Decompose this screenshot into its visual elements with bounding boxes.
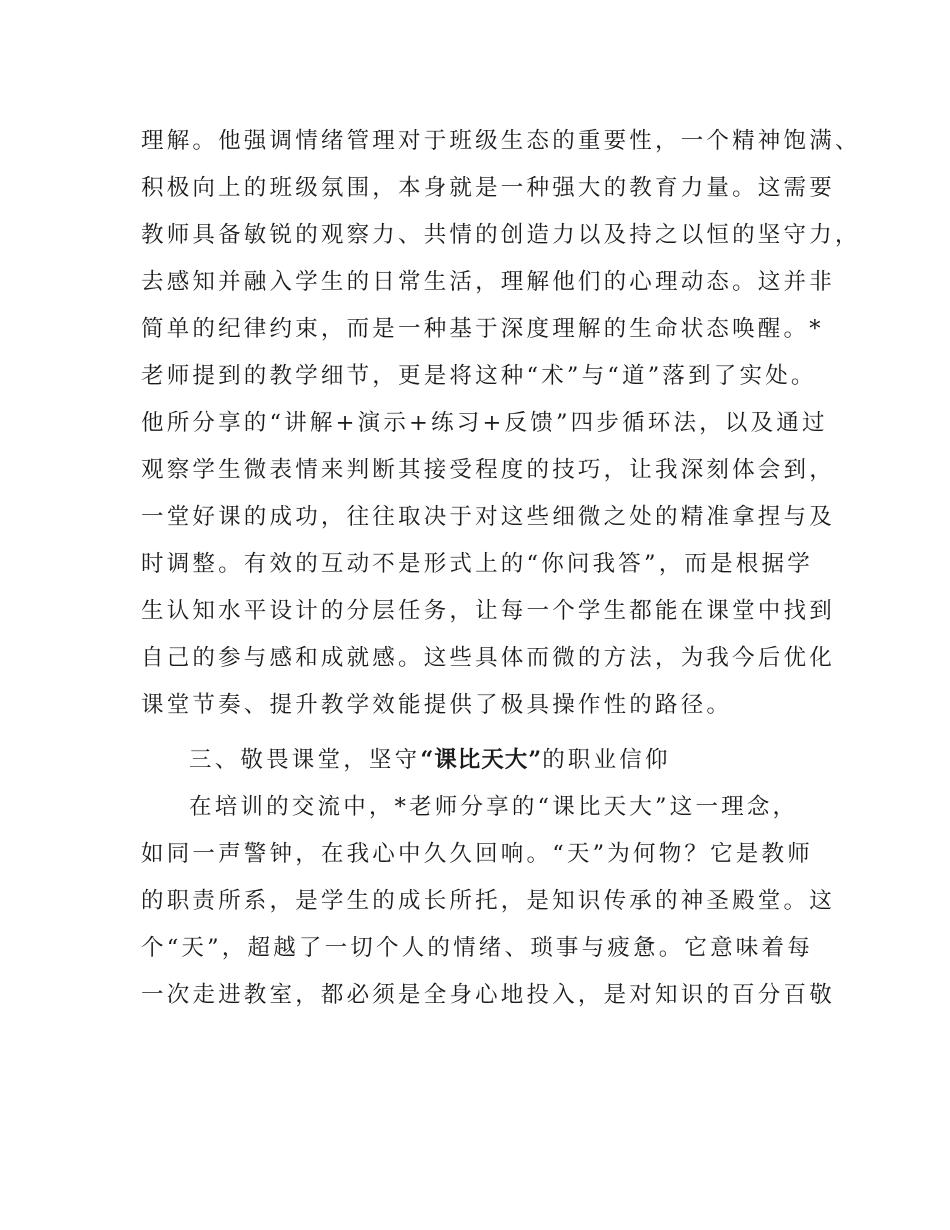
document-body xyxy=(141,118,861,1019)
text-line: 生认知水平设计的分层任务，让每一个学生都能在课堂中找到 xyxy=(141,598,835,624)
section-heading xyxy=(141,737,831,784)
text-line: 在培训的交流中，*老师分享的“课比天大”这一理念， xyxy=(189,794,799,820)
text-line: 如同一声警钟，在我心中久久回响。“天”为何物？它是教师 xyxy=(141,841,813,867)
text-line: 的职责所系，是学生的成长所托，是知识传承的神圣殿堂。这 xyxy=(141,888,835,914)
text-line: 一堂好课的成功，往往取决于对这些细微之处的精准拿捏与及 xyxy=(141,504,835,530)
text-line: 课堂节奏、提升教学效能提供了极具操作性的路径。 xyxy=(141,692,733,718)
text-line: 教师具备敏锐的观察力、共情的创造力以及持之以恒的坚守力， xyxy=(141,222,861,248)
heading-prefix: 三、敬畏课堂，坚守 xyxy=(189,747,421,773)
text-line: 简单的纪律约束，而是一种基于深度理解的生命状态唤醒。* xyxy=(141,316,824,342)
text-line: 观察学生微表情来判断其接受程度的技巧，让我深刻体会到， xyxy=(141,457,835,483)
text-line: 一次走进教室，都必须是全身心地投入，是对知识的百分百敬 xyxy=(141,982,835,1008)
text-line: 老师提到的教学细节，更是将这种“术”与“道”落到了实处。 xyxy=(141,363,817,389)
paragraph-2 xyxy=(141,784,835,1019)
text-line: 个“天”，超越了一切个人的情绪、琐事与疲惫。它意味着每 xyxy=(141,935,813,961)
text-line: 去感知并融入学生的日常生活，理解他们的心理动态。这并非 xyxy=(141,269,835,295)
text-line: 理解。他强调情绪管理对于班级生态的重要性，一个精神饱满、 xyxy=(141,128,861,154)
text-line: 时调整。有效的互动不是形式上的“你问我答”，而是根据学 xyxy=(141,551,813,577)
text-line: 他所分享的“讲解+演示+练习+反馈”四步循环法，以及通过 xyxy=(141,410,828,436)
text-line: 积极向上的班级氛围，本身就是一种强大的教育力量。这需要 xyxy=(141,175,835,201)
paragraph-1 xyxy=(141,118,861,729)
text-line: 自己的参与感和成就感。这些具体而微的方法，为我今后优化 xyxy=(141,645,835,671)
heading-suffix: 的职业信仰 xyxy=(542,747,671,773)
heading-emphasis: “课比天大” xyxy=(420,747,543,773)
